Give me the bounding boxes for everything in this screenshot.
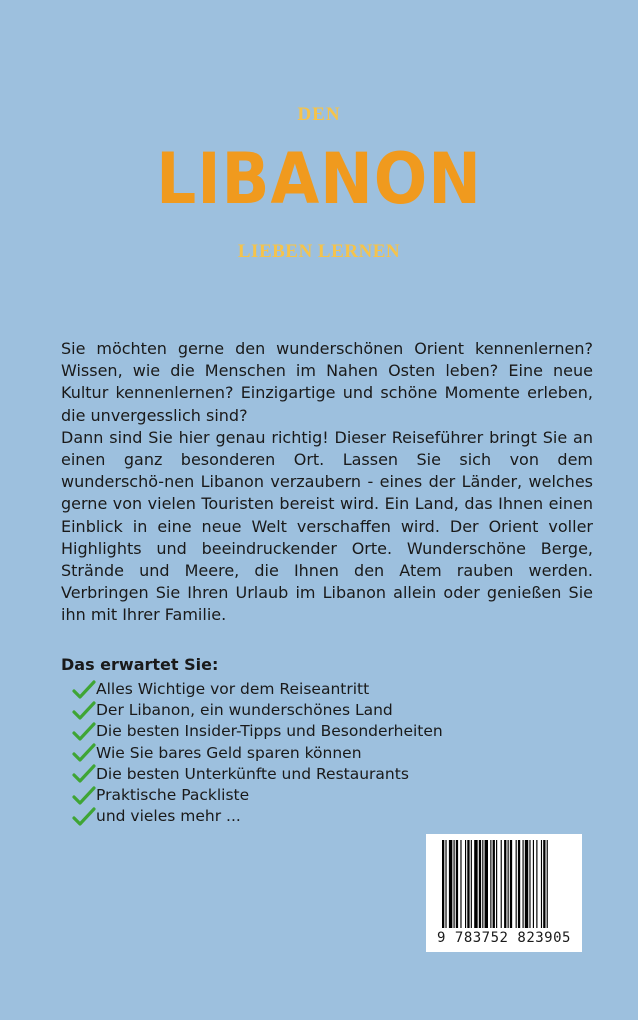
list-item-label: Alles Wichtige vor dem Reiseantritt	[96, 680, 370, 698]
list-item-label: Die besten Unterkünfte und Restaurants	[96, 764, 409, 783]
list-item	[72, 679, 443, 700]
checkmark-icon	[72, 807, 96, 827]
blurb-text	[61, 338, 593, 627]
list-item	[72, 764, 443, 785]
list-item	[72, 785, 443, 806]
cover-title-bottom: LIEBEN LERNEN	[237, 241, 401, 262]
list-item	[72, 721, 443, 742]
cover-title-top: DEN	[297, 104, 341, 125]
cover-title-main: LIBANON	[156, 138, 482, 220]
list-item-label: Die besten Insider-Tipps und Besonderheiten	[96, 722, 443, 741]
checkmark-icon	[72, 680, 96, 700]
list-item-label: Wie Sie bares Geld sparen können	[96, 743, 362, 762]
checkmark-icon	[72, 722, 96, 742]
checkmark-icon	[72, 786, 96, 806]
checkmark-icon	[72, 743, 96, 763]
isbn-number: 9 783752 823905	[437, 930, 571, 946]
list-item	[72, 700, 443, 721]
features-list	[72, 679, 443, 827]
list-item-label: Praktische Packliste	[96, 785, 250, 804]
features-heading: Das erwartet Sie:	[61, 655, 219, 674]
checkmark-icon	[72, 701, 96, 721]
blurb-paragraph-1: Sie möchten gerne den wunderschönen Orient kennenlernen? Wissen, wie die Menschen im Nahen Osten leben? Eine neue Kultur kennenlernen? Einzigartige und schöne Momente erleben, die unvergesslich sind?	[61, 339, 593, 425]
list-item-label: und vieles mehr ...	[96, 807, 241, 826]
blurb-paragraph-2: Dann sind Sie hier genau richtig! Dieser Reiseführer bringt Sie an einen ganz besonderen Ort. Lassen Sie sich von dem wunderschö-nen Libanon verzaubern - eines der Länder, welches gerne von vielen Touristen bereist wird. Ein Land, das Ihnen einen Einblick in eine neue Welt verschaffen wird. Der Orient voller Highlights und beeindruckender Orte. Wunderschöne Berge, Strände und Meere, die Ihnen den Atem rauben werden. Verbringen Sie Ihren Urlaub im Libanon allein oder genießen Sie ihn mit Ihrer Familie.	[61, 427, 593, 625]
list-item-label: Der Libanon, ein wunderschönes Land	[96, 701, 393, 720]
barcode-box	[426, 834, 582, 952]
checkmark-icon	[72, 764, 96, 784]
barcode-icon	[426, 834, 582, 934]
list-item	[72, 806, 443, 827]
list-item	[72, 743, 443, 764]
